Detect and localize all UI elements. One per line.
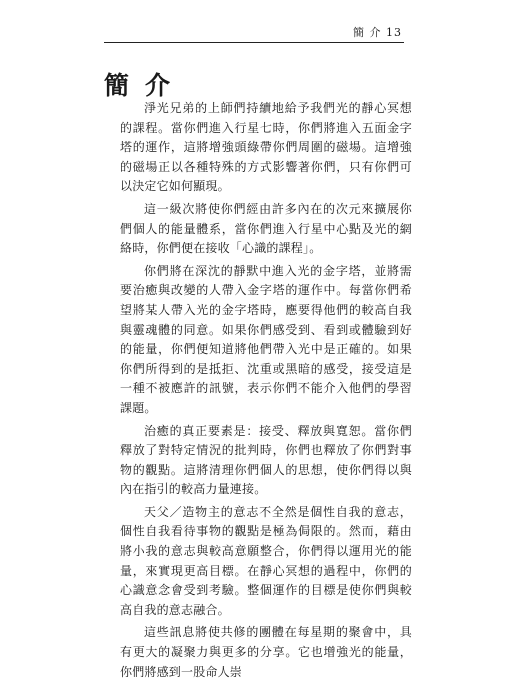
page-number: 13 (386, 26, 402, 39)
paragraph: 你們將在深沈的靜默中進入光的金字塔，並將需要治癒與改變的人帶入金字塔的運作中。每當你們希望將某人帶入光的金字塔時，應要得他們的較高自我與靈魂體的同意。如果你們感受到、看到或體驗到好的能量，你們便知道將他們帶入光中是正確的。如果你們所得到的是抵拒、沈重或黑暗的感受，接受這是一種不被應許的訊號，表示你們不能介入他們的學習課題。 (120, 263, 412, 415)
page-header (104, 22, 404, 43)
chapter-title: 簡介 (104, 71, 187, 100)
running-header-title: 簡 介 (353, 26, 382, 39)
body-text (120, 99, 412, 685)
paragraph: 天父／造物主的意志不全然是個性自我的意志，個性自我看待事物的觀點是極為侷限的。然而，藉由將小我的意志與較高意願整合，你們得以運用光的能量，來實現更高目標。在靜心冥想的過程中，你們的心識意念會受到考驗。整個運作的目標是使你們與較高自我的意志融合。 (120, 504, 412, 617)
paragraph: 淨光兄弟的上師們持續地給予我們光的靜心冥想的課程。當你們進入行星七時，你們將進入五面金字塔的運作，這將增強頭綠帶你們周圍的磁場。這增強的磁場正以各種特殊的方式影響著你們，只有你們可以決定它如何顯現。 (120, 101, 412, 194)
paragraph: 這些訊息將使共修的團體在每星期的聚會中，具有更大的凝聚力與更多的分享。它也增強光的能量，你們將感到一股命人崇 (120, 625, 412, 679)
paragraph: 這一級次將使你們經由許多內在的次元來擴展你們個人的能量體系，當你們進入行星中心點及光的網絡時，你們便在接收「心識的課程」。 (120, 201, 412, 256)
running-header (353, 24, 402, 40)
paragraph: 治癒的真正要素是：接受、釋放與寬恕。當你們釋放了對特定情況的批判時，你們也釋放了你們對事物的觀點。這將清理你們個人的思想，使你們得以與內在指引的較高力量連接。 (120, 423, 412, 497)
